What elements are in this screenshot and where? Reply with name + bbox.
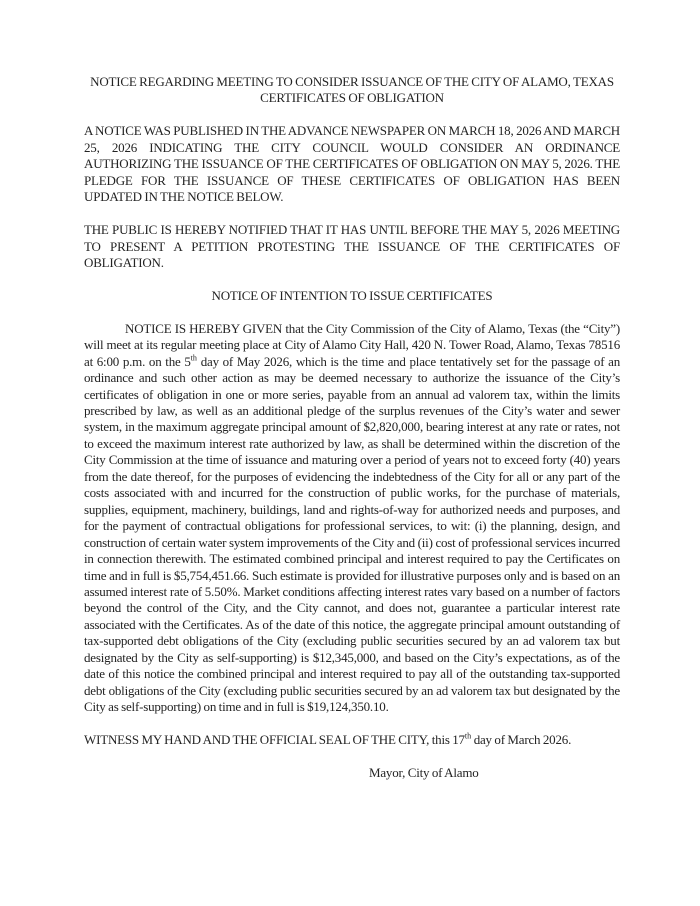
witness-text-part-2: day of March 2026. (471, 732, 572, 748)
ordinal-superscript-may: th (190, 353, 197, 363)
body-text-part-1: NOTICE IS HEREBY GIVEN that the City Commission of the City of Alamo, Texas (the “City”) will meet at its regular meeting place at City of Alamo City Hall, 420 N. Tower Road, Alamo, Texas 78516 at 6:00 p.m. on the 5 (84, 320, 620, 369)
body-text-part-2: day of May 2026, which is the time and place tentatively set for the passage of an ordinance and such other action as may be deemed necessary to authorize the issuance of the City’s certificates of obligation in one or more series, payable from an annual ad valorem tax, within the limits prescribed by law, as well as an additional pledge of the surplus revenues of the City’s water and sewer system, in the maximum aggregate principal amount of $2,820,000, bearing interest at any rate or rates, not to exceed the maximum interest rate authorized by law, as shall be determined within the discretion of the City Commission at the time of issuance and maturing over a period of years not to exceed forty (40) years from the date thereof, for the purposes of evidencing the indebtedness of the City for all or any part of the costs associated with and incurred for the construction of public works, for the purchase of materials, supplies, equipment, machinery, buildings, land and rights-of-way for authorized needs and purposes, and for the payment of contractual obligations for professional services, to wit: (i) the planning, design, and construction of certain water system improvements of the City and (ii) cost of professional services incurred in connection therewith. The estimated combined principal and interest required to pay the Certificates on time and in full is $5,754,451.66. Such estimate is provided for illustrative purposes only and is based on an assumed interest rate of 5.50%. Market conditions affecting interest rates vary based on a number of factors beyond the control of the City, and the City cannot, and does not, guarantee a particular interest rate associated with the Certificates. As of the date of this notice, the aggregate principal amount outstanding of tax-supported debt obligations of the City (excluding public securities secured by an ad valorem tax but designated by the City as self-supporting) is $12,345,000, and based on the City’s expectations, as of the date of this notice the combined principal and interest required to pay all of the outstanding tax-supported debt obligations of the City (excluding public securities secured by an ad valorem tax but designated by the City as self-supporting) on time and in full is $19,124,350.10. (84, 353, 621, 715)
notice-body-paragraph (84, 321, 620, 716)
section-heading: NOTICE OF INTENTION TO ISSUE CERTIFICATES (211, 287, 493, 303)
witness-line (84, 732, 620, 748)
published-notice-paragraph: A NOTICE WAS PUBLISHED IN THE ADVANCE NEWSPAPER ON MARCH 18, 2026 AND MARCH 25, 2026 INDICATING THE CITY COUNCIL WOULD CONSIDER AN ORDINANCE AUTHORIZING THE ISSUANCE OF THE CERTIFICATES OF OBLIGATION ON MAY 5, 2026. THE PLEDGE FOR THE ISSUANCE OF THESE CERTIFICATES OF OBLIGATION HAS BEEN UPDATED IN THE NOTICE BELOW. (84, 123, 620, 205)
ordinal-superscript-march: th (464, 731, 472, 741)
document-title (84, 74, 620, 107)
signature-line: Mayor, City of Alamo (369, 764, 479, 780)
title-line-1: NOTICE REGARDING MEETING TO CONSIDER ISSUANCE OF THE CITY OF ALAMO, TEXAS (90, 74, 614, 89)
title-line-2: CERTIFICATES OF OBLIGATION (260, 90, 444, 106)
witness-text-part-1: WITNESS MY HAND AND THE OFFICIAL SEAL OF THE CITY, this 17 (84, 732, 465, 748)
public-notified-paragraph: THE PUBLIC IS HEREBY NOTIFIED THAT IT HAS UNTIL BEFORE THE MAY 5, 2026 MEETING TO PRESENT A PETITION PROTESTING THE ISSUANCE OF THE CERTIFICATES OF OBLIGATION. (84, 222, 620, 270)
